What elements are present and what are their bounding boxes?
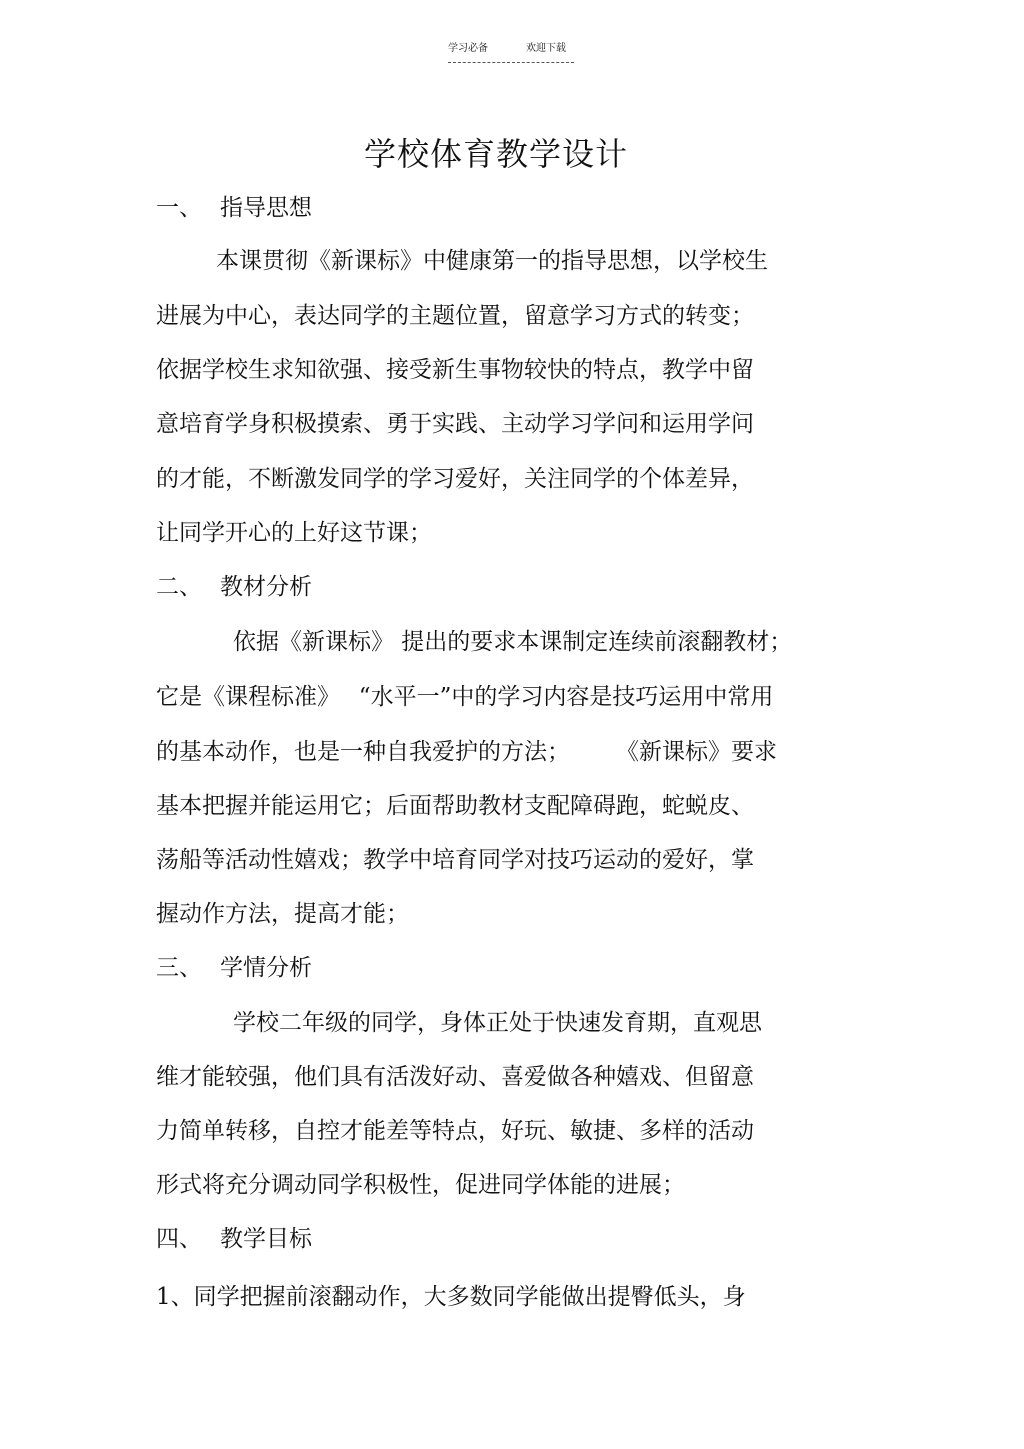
- section-number: 一、: [156, 195, 202, 221]
- page-header: [448, 40, 574, 63]
- paragraph-line: 学校二年级的同学，身体正处于快速发育期，直观思: [233, 1010, 762, 1036]
- header-left-text: 学习必备: [448, 43, 488, 54]
- paragraph-line: 它是《课程标准》 “水平一”中的学习内容是技巧运用中常用: [156, 684, 774, 710]
- paragraph-line: 依据《新课标》 提出的要求本课制定连续前滚翻教材；: [233, 629, 793, 655]
- section-title: 指导思想: [220, 195, 312, 221]
- paragraph-line: 的基本动作，也是一种自我爱护的方法； 《新课标》要求: [156, 739, 777, 765]
- paragraph-line: 荡船等活动性嬉戏；教学中培育同学对技巧运动的爱好，掌: [156, 847, 754, 873]
- section-heading: [156, 1223, 312, 1255]
- section-number: 三、: [156, 955, 202, 981]
- paragraph-line: 让同学开心的上好这节课；: [156, 520, 432, 546]
- section-title: 学情分析: [220, 955, 312, 981]
- paragraph-line: 握动作方法，提高才能；: [156, 901, 409, 927]
- section-number: 四、: [156, 1226, 202, 1252]
- document-title: 学校体育教学设计: [363, 135, 628, 173]
- paragraph-line: 基本把握并能运用它；后面帮助教材支配障碍跑，蛇蜕皮、: [156, 793, 754, 819]
- paragraph-line: 维才能较强，他们具有活泼好动、喜爱做各种嬉戏、但留意: [156, 1064, 754, 1090]
- header-right-text: 欢迎下载: [526, 43, 566, 54]
- paragraph-line: 依据学校生求知欲强、接受新生事物较快的特点，教学中留: [156, 357, 754, 383]
- paragraph-line: 本课贯彻《新课标》中健康第一的指导思想，以学校生: [216, 248, 768, 274]
- section-title: 教学目标: [220, 1226, 312, 1252]
- paragraph-line: 意培育学身积极摸索、勇于实践、主动学习学问和运用学问: [156, 411, 754, 437]
- paragraph-line: 的才能，不断激发同学的学习爱好，关注同学的个体差异，: [156, 466, 754, 492]
- paragraph-line: 形式将充分调动同学积极性，促进同学体能的进展；: [156, 1172, 685, 1198]
- section-heading: [156, 952, 312, 984]
- section-number: 二、: [156, 574, 202, 600]
- section-title: 教材分析: [220, 574, 312, 600]
- section-heading: [156, 571, 312, 603]
- paragraph-line: 进展为中心，表达同学的主题位置，留意学习方式的转变；: [156, 303, 754, 329]
- paragraph-line: 力简单转移，自控才能差等特点，好玩、敏捷、多样的活动: [156, 1118, 754, 1144]
- section-heading: [156, 192, 312, 224]
- paragraph-line: 1、同学把握前滚翻动作，大多数同学能做出提臀低头，身: [156, 1284, 746, 1310]
